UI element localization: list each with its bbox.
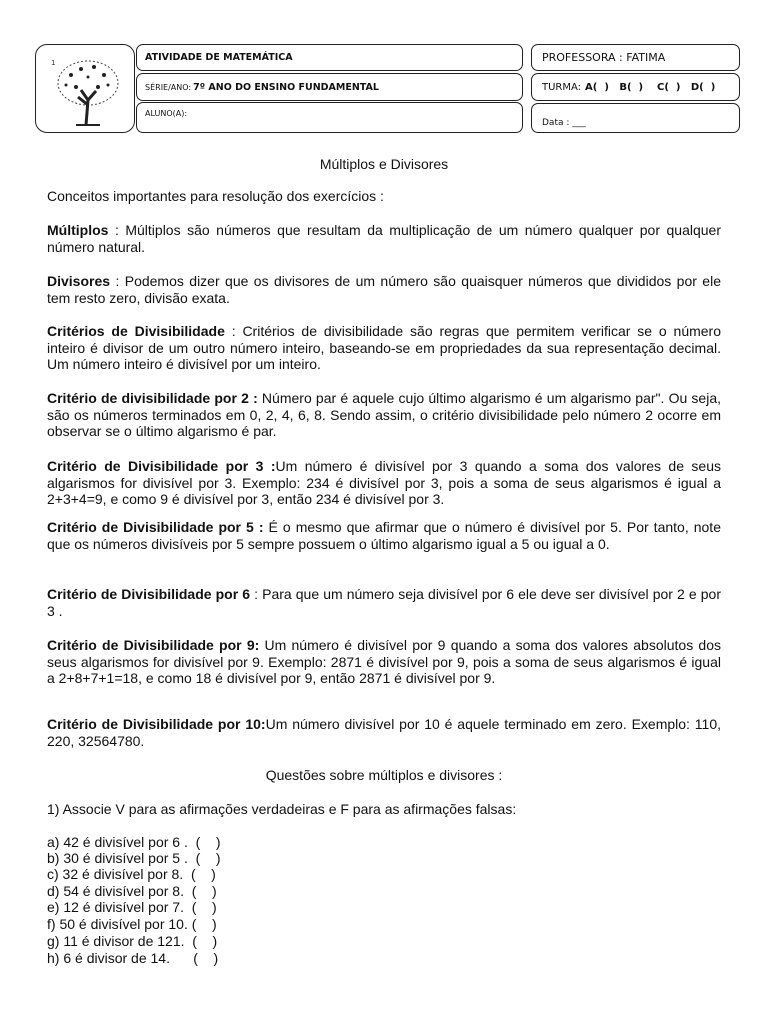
section-text: Número par é aquele cujo último algarismo é um algarismo par". Ou seja, são os números terminados em 0, 2, 4, 6, 8. Sendo assim, o critério divisibilidade pelo número 2 ocorre em observar se o último algarismo é par. bbox=[47, 390, 722, 439]
list-item[interactable]: c) 32 é divisível por 8. ( ) bbox=[47, 866, 216, 882]
class-options[interactable]: A( ) B( ) C( ) D( ) bbox=[585, 81, 716, 93]
section-text: : Múltiplos são números que resultam da multiplicação de um número qualquer por qualquer número natural. bbox=[47, 222, 721, 255]
section-text: : Critérios de divisibilidade são regras que permitem verificar se o número inteiro é divisor de um outro número inteiro, baseando-se em propriedades da sua representação decimal. Um número inteiro é divisível por um inteiro. bbox=[47, 323, 722, 372]
section-div9 bbox=[47, 637, 721, 687]
section-term: Critério de Divisibilidade por 3 : bbox=[47, 458, 276, 474]
serie-value: 7º ANO DO ENSINO FUNDAMENTAL bbox=[193, 81, 379, 93]
list-item[interactable]: a) 42 é divisível por 6 . ( ) bbox=[47, 834, 221, 850]
class-field[interactable] bbox=[531, 73, 740, 101]
list-item[interactable]: f) 50 é divisível por 10. ( ) bbox=[47, 916, 217, 932]
page-title: Múltiplos e Divisores bbox=[319, 156, 449, 172]
section-div3 bbox=[47, 458, 721, 508]
school-logo bbox=[35, 44, 135, 133]
questions-title: Questões sobre múltiplos e divisores : bbox=[265, 767, 503, 783]
class-label: TURMA: bbox=[542, 81, 582, 93]
list-item[interactable]: h) 6 é divisor de 14. ( ) bbox=[47, 950, 219, 966]
intro-text: Conceitos importantes para resolução dos exercícios : bbox=[47, 188, 384, 204]
list-item[interactable]: d) 54 é divisível por 8. ( ) bbox=[47, 883, 217, 899]
section-text: : Para que um número seja divisível por 6 ele deve ser divisível por 2 e por 3 . bbox=[47, 586, 721, 619]
section-div6 bbox=[47, 586, 721, 619]
section-term: Critério de Divisibilidade por 10: bbox=[47, 716, 266, 732]
list-item[interactable]: e) 12 é divisível por 7. ( ) bbox=[47, 899, 217, 915]
section-term: Divisores bbox=[47, 273, 111, 289]
section-div2 bbox=[47, 390, 721, 440]
list-item[interactable]: b) 30 é divisível por 5 . ( ) bbox=[47, 850, 221, 866]
section-multiplos bbox=[47, 222, 721, 255]
section-criterios bbox=[47, 323, 721, 373]
question-1: 1) Associe V para as afirmações verdadeiras e F para as afirmações falsas: bbox=[47, 801, 517, 817]
section-term: Critério de Divisibilidade por 6 bbox=[47, 586, 251, 602]
activity-label: ATIVIDADE DE MATEMÁTICA bbox=[145, 52, 293, 63]
section-text: Um número é divisível por 3 quando a soma dos valores de seus algarismos for divisível por 3. Exemplo: 234 é divisível por 3, pois a soma de seus algarismos é igual a 2+3+4=9, e como 9 é divisível por 3, então 234 é divisível por 3. bbox=[47, 458, 721, 507]
serie-label: SÉRIE/ANO: bbox=[145, 82, 192, 92]
date-label: Data : ___ bbox=[542, 118, 586, 128]
teacher-field bbox=[531, 44, 740, 71]
section-term: Critérios de Divisibilidade bbox=[47, 323, 225, 339]
teacher-label: PROFESSORA : FATIMA bbox=[542, 51, 666, 64]
section-term: Critério de divisibilidade por 2 : bbox=[47, 390, 258, 406]
section-term: Múltiplos bbox=[47, 222, 109, 238]
section-text: Um número divisível por 10 é aquele terminado em zero. Exemplo: 110, 220, 32564780. bbox=[47, 716, 722, 749]
list-item[interactable]: g) 11 é divisor de 121. ( ) bbox=[47, 933, 218, 949]
activity-title bbox=[136, 44, 523, 71]
student-label: ALUNO(A): bbox=[145, 109, 188, 118]
math-tree-icon bbox=[36, 45, 136, 134]
section-divisores bbox=[47, 273, 721, 306]
serie-field bbox=[136, 73, 523, 101]
date-field[interactable] bbox=[531, 103, 740, 133]
section-term: Critério de Divisibilidade por 9: bbox=[47, 637, 260, 653]
section-text: Um número é divisível por 9 quando a soma dos valores absolutos dos seus algarismos for divisível por 9. Exemplo: 2871 é divisível por 9, pois a soma de seus algarismos é igual a 2+8+7+1=18, e como 18 é divisível por 9, então 2871 é divisível por 9. bbox=[47, 637, 721, 686]
section-div10 bbox=[47, 716, 721, 749]
section-term: Critério de Divisibilidade por 5 : bbox=[47, 519, 264, 535]
section-text: É o mesmo que afirmar que o número é divisível por 5. Por tanto, note que os números divisíveis por 5 sempre possuem o último algarismo igual a 5 ou igual a 0. bbox=[47, 519, 721, 552]
student-field[interactable] bbox=[136, 102, 523, 133]
section-text: : Podemos dizer que os divisores de um número são quaisquer números que divididos por ele tem resto zero, divisão exata. bbox=[47, 273, 721, 306]
section-div5 bbox=[47, 519, 721, 552]
svg-text:1: 1 bbox=[51, 59, 56, 67]
